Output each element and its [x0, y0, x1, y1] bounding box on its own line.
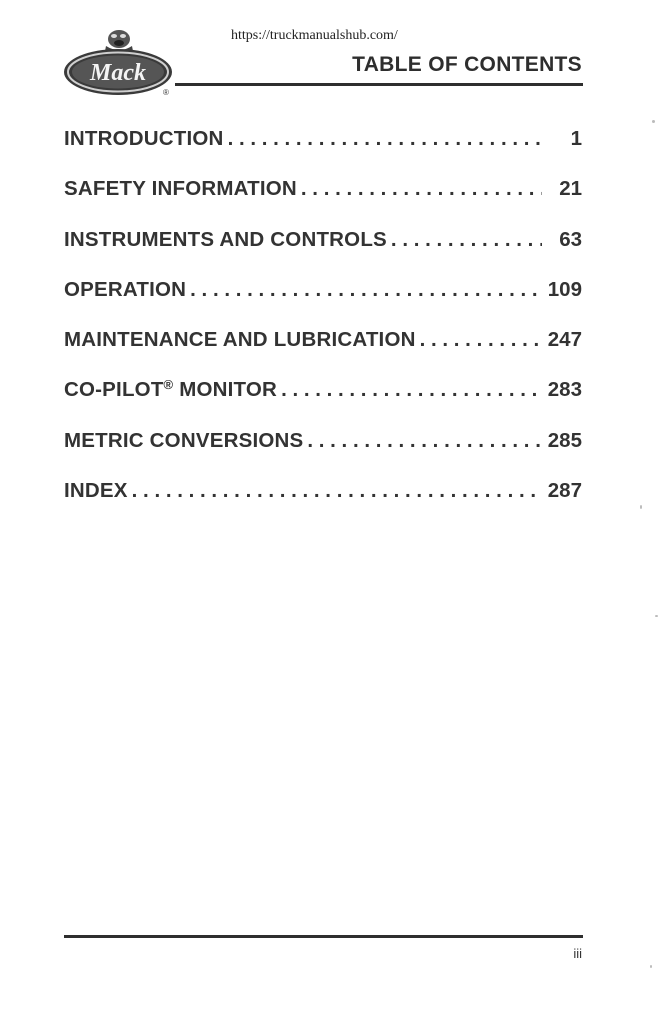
toc-entry-title: METRIC CONVERSIONS	[64, 428, 304, 452]
toc-entry-page: 283	[547, 378, 582, 402]
toc-entry-title	[64, 378, 277, 402]
dot-leader	[190, 278, 542, 302]
logo-registered-mark: ®	[163, 88, 169, 97]
header-divider	[175, 83, 583, 86]
toc-entry-page: 285	[547, 428, 582, 452]
toc-entry-page: 109	[547, 277, 582, 301]
toc-entry-title: SAFETY INFORMATION	[64, 177, 297, 201]
toc-entry-title: INTRODUCTION	[64, 127, 224, 150]
toc-entry-page: 287	[547, 479, 582, 503]
toc-entry-page: 247	[547, 328, 582, 352]
page-number: iii	[573, 946, 582, 961]
scan-speck	[650, 965, 652, 968]
footer-divider	[64, 935, 583, 938]
dot-leader	[281, 378, 542, 402]
toc-entry-title-suffix: MONITOR	[173, 378, 278, 402]
toc-entry-page: 63	[559, 227, 582, 251]
toc-entry-safety-information[interactable]	[64, 177, 582, 227]
registered-mark: ®	[163, 377, 174, 393]
scan-speck	[640, 505, 642, 509]
table-of-contents	[64, 127, 582, 529]
toc-entry-introduction[interactable]	[64, 127, 582, 177]
dot-leader	[420, 328, 542, 352]
toc-entry-page: 1	[570, 127, 582, 150]
toc-entry-title-main: CO-PILOT	[64, 378, 164, 402]
scan-speck	[652, 120, 655, 123]
scan-speck	[655, 615, 658, 617]
dot-leader	[307, 429, 542, 453]
dot-leader	[301, 177, 542, 201]
toc-entry-title: OPERATION	[64, 277, 187, 301]
mack-logo	[62, 22, 174, 98]
toc-entry-page: 21	[559, 177, 582, 201]
toc-entry-maintenance-and-lubrication[interactable]	[64, 328, 582, 378]
toc-entry-index[interactable]	[64, 479, 582, 529]
toc-entry-title: INSTRUMENTS AND CONTROLS	[64, 227, 387, 251]
toc-entry-metric-conversions[interactable]	[64, 429, 582, 479]
toc-entry-operation[interactable]	[64, 278, 582, 328]
logo-wordmark: Mack	[90, 60, 146, 86]
toc-entry-co-pilot-monitor[interactable]	[64, 378, 582, 428]
source-url[interactable]: https://truckmanualshub.com/	[231, 28, 398, 43]
toc-entry-title: INDEX	[64, 479, 128, 503]
toc-entry-title: MAINTENANCE AND LUBRICATION	[64, 328, 416, 352]
dot-leader	[391, 228, 542, 252]
toc-entry-instruments-and-controls[interactable]	[64, 228, 582, 278]
page-title: TABLE OF CONTENTS	[352, 53, 582, 76]
dot-leader	[228, 127, 542, 151]
dot-leader	[132, 479, 542, 503]
